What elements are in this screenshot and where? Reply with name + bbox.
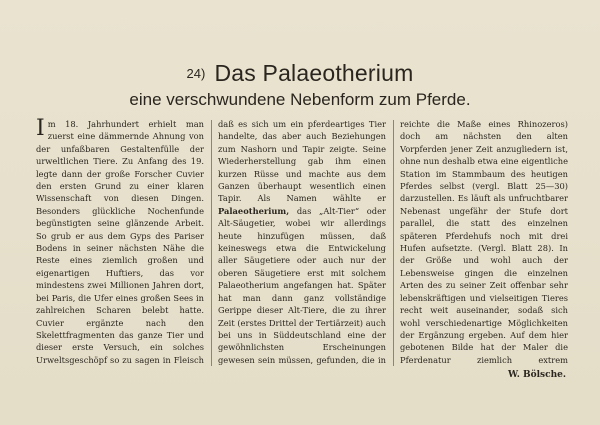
column-divider: [211, 120, 212, 366]
column-2-text-a: daß es sich um ein pferdeartiges Tier handelte, das aber auch Beziehungen zum Nashorn und Tapir zeigte. Seine Wiederherstellung gab ihm einen kurzen Rüsse und machte aus dem Ganzen überhaupt wesentlich einen Tapir. Als Namen wählte er: [218, 119, 386, 204]
column-1-text: m 18. Jahrhundert erhielt man zuerst eine dämmernde Ahnung von der unfaßbaren Gestaltenfülle der urweltlichen Tiere. Zu Anfang des 19. legte dann der große Forscher Cuvier den ersten Grund zu einer klaren Wissenschaft von diesen Dingen. Besonders glückliche Nochenfunde begünstigten seine glänzende Arbeit. So grub er aus dem Gyps des Pariser Bodens in seiner nächsten Nähe die Reste eines ziemlich großen und eigenartigen Huftiers, das vor mindestens zwei Millionen Jahren dort, bei Paris, die Ufer eines großen Sees in zahlreichen Scharen belebt hatte. Cuvier ergänzte nach den Skelettfragmenten das ganze Tier und dieser erste Versuch, ein solches Urweltsgeschöpf so zu sagen in Fleisch: [36, 119, 204, 365]
author-signature: W. Bölsche.: [508, 370, 566, 380]
plate-number: 24): [186, 66, 206, 81]
article-columns: [36, 118, 568, 368]
column-1: [36, 118, 204, 368]
drop-cap: I: [36, 118, 45, 141]
column-3-text: reichte die Maße eines Rhinozeros) doch am nächsten den alten Vorpferden jener Zeit anzugliedern ist, ohne nun deshalb etwa eine eigentliche Station im Stammbaum des heutigen Pferdes selbst (vergl. Blatt 25—30) darzustellen. Es läuft als unfruchtbarer Nebenast ungefähr der Stufe dort parallel, die statt des einzelnen späteren Pferdehufs noch mit drei Hufen aufsetzte. (Vergl. Blatt 28). In der Größe und wohl auch der Lebensweise gingen die einzelnen Arten des zu seiner Zeit offenbar sehr lebenskräftigen und vielseitigen Tieres recht weit auseinander, sodaß sich wohl verschiedenartige Möglichkeiten der Ergänzung ergeben. Auf dem hier gebotenen Bilde hat der Maler die Pferdenatur ziemlich extrem: [400, 119, 568, 365]
page-title: Das Palaeotherium: [214, 60, 414, 86]
column-2-bold-term: Palaeotherium,: [218, 205, 290, 216]
column-2-text-b: das „Alt-Tier“ oder Alt-Säugetier, wobei wir allerdings heute hinzufügen müssen, daß keineswegs etwa die Entwickelung aller Säugetiere oder auch nur der oberen Säugetiere erst mit solchem Palaeotherium angefangen hat. Später hat man dann ganz vollständige Gerippe dieser Alt-Tiere, die zu ihrer Zeit (erstes Drittel der Tertiärzeit) auch bei uns in Süddeutschland eine der gewöhnlichsten Erscheinungen gewesen sein müssen, gefunden, die in: [218, 205, 386, 365]
title-line: [0, 60, 600, 87]
column-divider: [393, 120, 394, 366]
page-subtitle: eine verschwundene Nebenform zum Pferde.: [129, 90, 471, 109]
column-3: [400, 118, 568, 368]
column-2: [218, 118, 386, 368]
